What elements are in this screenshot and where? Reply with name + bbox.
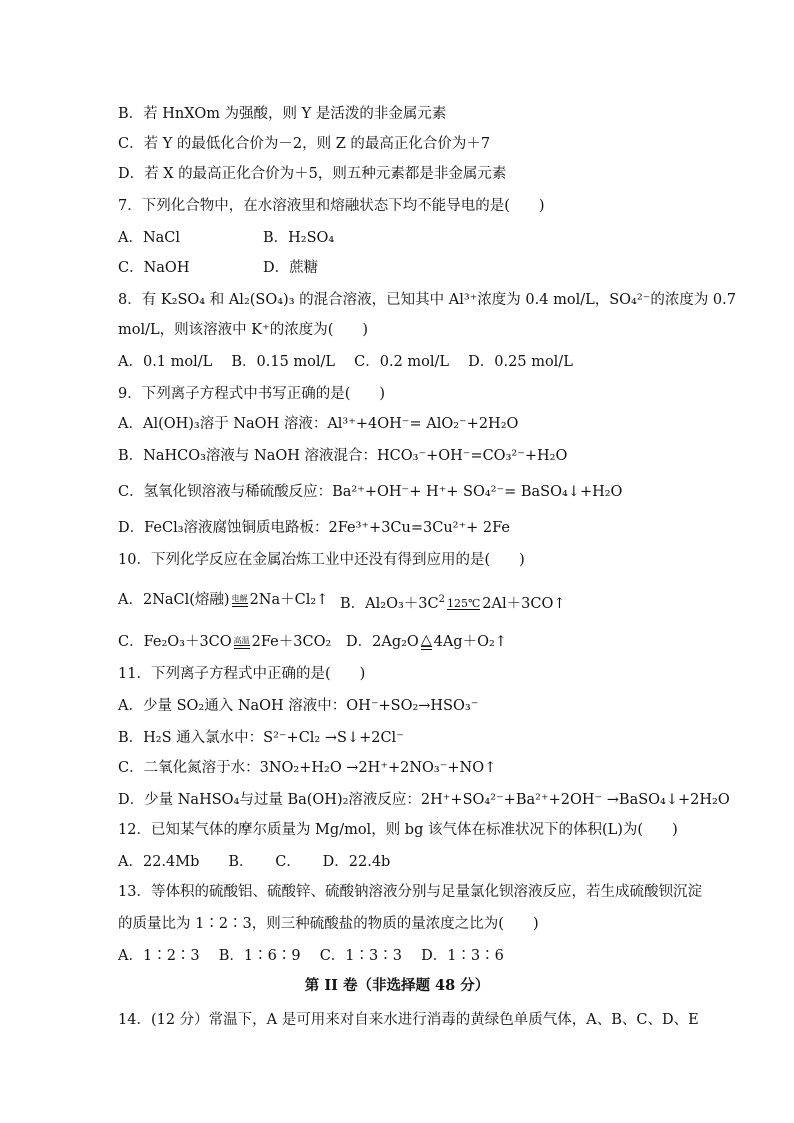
q11-option-a: A．少量 SO₂通入 NaOH 溶液中：OH⁻+SO₂→HSO₃⁻ bbox=[118, 698, 479, 714]
q6-option-b: B．若 HnXOm 为强酸，则 Y 是活泼的非金属元素 bbox=[118, 106, 447, 122]
q7-option-c: C．NaOH bbox=[118, 260, 190, 276]
question-11: 11．下列离子方程式中正确的是( ) bbox=[118, 666, 366, 682]
question-13-line1: 13．等体积的硫酸铝、硫酸锌、硫酸钠溶液分别与足量氯化钡溶液反应，若生成硫酸钡沉淀 bbox=[118, 884, 702, 900]
q7-option-d: D．蔗糖 bbox=[263, 260, 319, 276]
q9-option-d: D．FeCl₃溶液腐蚀铜质电路板：2Fe³⁺+3Cu=3Cu²⁺+ 2Fe bbox=[118, 520, 510, 536]
q10c-condition: 高温 bbox=[234, 636, 250, 649]
q11-option-c: C．二氧化氮溶于水：3NO₂+H₂O →2H⁺+2NO₃⁻+NO↑ bbox=[118, 760, 497, 776]
q7-option-a: A．NaCl bbox=[118, 230, 181, 246]
q13-options: A．1∶2∶3 B．1∶6∶9 C．1∶3∶3 D．1∶3∶6 bbox=[118, 948, 504, 964]
q10-option-c: C．Fe₂O₃＋3CO 高温 2Fe＋3CO₂ bbox=[118, 634, 332, 650]
q7-option-b: B．H₂SO₄ bbox=[263, 230, 335, 246]
question-9: 9．下列离子方程式中书写正确的是( ) bbox=[118, 386, 386, 402]
q10-option-a: A．2NaCl(熔融) 电解 2Na＋Cl₂↑ bbox=[118, 592, 329, 608]
q9-option-a: A．Al(OH)₃溶于 NaOH 溶液：Al³⁺+4OH⁻= AlO₂⁻+2H₂O bbox=[118, 416, 519, 432]
question-12: 12．已知某气体的摩尔质量为 Mg/mol，则 bg 该气体在标准状况下的体积(L)为( ) bbox=[118, 822, 678, 838]
q10a-condition: 电解 bbox=[232, 594, 248, 607]
q8-options: A．0.1 mol/L B．0.15 mol/L C．0.2 mol/L D．0.25 mol/L bbox=[118, 354, 573, 370]
question-14: 14．(12 分）常温下，A 是可用来对自来水进行消毒的黄绿色单质气体，A、B、C、D、E bbox=[118, 1012, 699, 1028]
question-8-line2: mol/L，则该溶液中 K⁺的浓度为( ) bbox=[118, 322, 369, 338]
q10-option-d: D．2Ag₂O △ 4Ag＋O₂↑ bbox=[346, 632, 507, 650]
section-title: 第 II 卷（非选择题 48 分） bbox=[304, 977, 490, 994]
q10d-condition: △ bbox=[420, 632, 432, 648]
q11-option-d: D．少量 NaHSO₄与过量 Ba(OH)₂溶液反应：2H⁺+SO₄²⁻+Ba²⁺+2OH⁻ →BaSO₄↓+2H₂O bbox=[118, 792, 730, 808]
q12-options: A．22.4Mb B． C． D．22.4b bbox=[118, 854, 391, 870]
q11-option-b: B．H₂S 通入氯水中：S²⁻+Cl₂ →S↓+2Cl⁻ bbox=[118, 730, 404, 746]
q6-option-d: D．若 X 的最高正化合价为＋5，则五种元素都是非金属元素 bbox=[118, 166, 507, 182]
question-8-line1: 8．有 K₂SO₄ 和 Al₂(SO₄)₃ 的混合溶液，已知其中 Al³⁺浓度为 0.4 mol/L，SO₄²⁻的浓度为 0.7 bbox=[118, 292, 736, 308]
q10-option-b: B．$Al_2O_3+3C^2$ 125℃ 2Al＋3CO↑ bbox=[340, 594, 566, 612]
q10b-condition: 125℃ bbox=[446, 596, 481, 610]
question-13-line2: 的质量比为 1∶2∶3，则三种硫酸盐的物质的量浓度之比为( ) bbox=[118, 916, 539, 932]
question-7: 7．下列化合物中，在水溶液里和熔融状态下均不能导电的是( ) bbox=[118, 198, 545, 214]
q6-option-c: C．若 Y 的最低化合价为－2，则 Z 的最高正化合价为＋7 bbox=[118, 136, 491, 152]
q9-option-b: B．NaHCO₃溶液与 NaOH 溶液混合：HCO₃⁻+OH⁻=CO₃²⁻+H₂O bbox=[118, 448, 568, 464]
q9-option-c: C．氢氧化钡溶液与稀硫酸反应：Ba²⁺+OH⁻+ H⁺+ SO₄²⁻= BaSO₄↓+H₂O bbox=[118, 484, 623, 500]
question-10: 10．下列化学反应在金属冶炼工业中还没有得到应用的是( ) bbox=[118, 552, 525, 568]
